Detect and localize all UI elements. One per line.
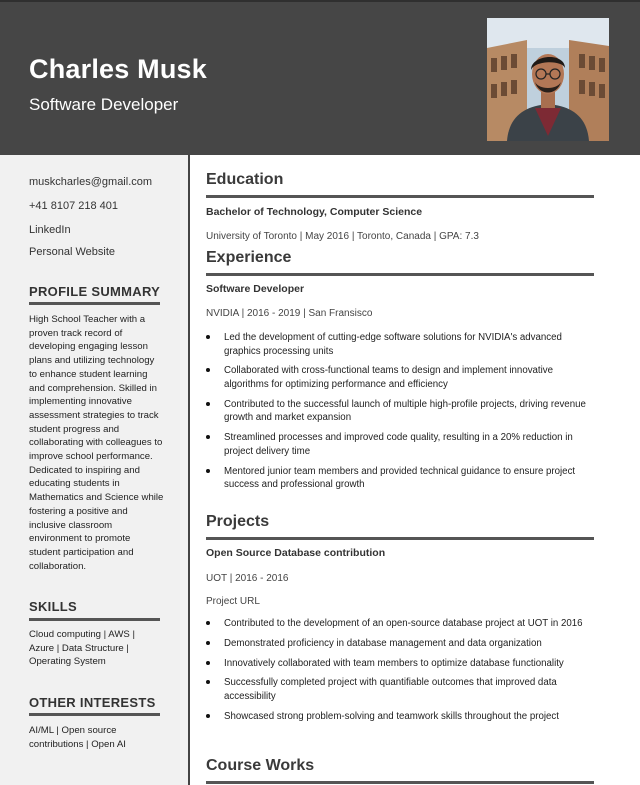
education-heading: Education: [206, 171, 284, 188]
resume-header: [0, 0, 640, 155]
candidate-name: Charles Musk: [29, 54, 207, 84]
project-bullet: Demonstrated proficiency in database management and data organization: [206, 637, 586, 651]
experience-divider: [206, 273, 594, 276]
courseworks-divider: [206, 781, 594, 784]
experience-bullet: Contributed to the successful launch of multiple high-profile projects, driving revenue growth and market expansion: [206, 398, 586, 425]
skills-divider: [29, 618, 160, 621]
education-divider: [206, 195, 594, 198]
project-url[interactable]: Project URL: [206, 596, 260, 607]
education-degree: Bachelor of Technology, Computer Science: [206, 206, 423, 218]
project-bullet: Innovatively collaborated with team members to optimize database functionality: [206, 657, 586, 671]
project-name: Open Source Database contribution: [206, 547, 386, 559]
projects-divider: [206, 537, 594, 540]
education-details: University of Toronto | May 2016 | Toronto, Canada | GPA: 7.3: [206, 231, 479, 242]
profile-summary-heading: PROFILE SUMMARY: [29, 284, 161, 299]
experience-bullet: Streamlined processes and improved code quality, resulting in a 20% reduction in project delivery time: [206, 431, 586, 458]
interests-heading: OTHER INTERESTS: [29, 695, 156, 710]
sidebar: [0, 155, 190, 785]
experience-role: Software Developer: [206, 283, 305, 295]
courseworks-heading: Course Works: [206, 757, 315, 774]
profile-summary-divider: [29, 302, 160, 305]
profile-summary-text: High School Teacher with a proven track record of developing engaging lesson plans and utilizing technology to enhance student learning and comprehension. Skilled in implementing innovative assessment strategies to track student progress and collaborating with colleagues to improve school performance. Dedicated to inspiring and educating students in Mathematics and Science while fostering a positive and inclusive classroom environment to promote student participation and collaboration.: [29, 314, 164, 572]
skills-heading: SKILLS: [29, 599, 78, 614]
experience-heading: Experience: [206, 249, 292, 266]
interests-text: AI/ML | Open source contributions | Open AI: [29, 725, 126, 750]
project-details: UOT | 2016 - 2016: [206, 573, 289, 584]
candidate-title: Software Developer: [29, 95, 179, 114]
skills-text: Cloud computing | AWS | Azure | Data Structure | Operating System: [29, 629, 135, 668]
projects-heading: Projects: [206, 513, 270, 530]
contact-website[interactable]: Personal Website: [29, 246, 116, 258]
experience-bullet: Mentored junior team members and provided technical guidance to ensure project success and professional growth: [206, 465, 586, 492]
project-bullet: Showcased strong problem-solving and teamwork skills throughout the project: [206, 710, 586, 724]
contact-email[interactable]: muskcharles@gmail.com: [29, 176, 153, 188]
project-bullet: Contributed to the development of an open-source database project at UOT in 2016: [206, 617, 586, 631]
experience-details: NVIDIA | 2016 - 2019 | San Fransisco: [206, 308, 373, 319]
contact-phone: +41 8107 218 401: [29, 200, 119, 212]
contact-linkedin[interactable]: LinkedIn: [29, 224, 71, 236]
experience-bullet: Collaborated with cross-functional teams to design and implement innovative algorithms for optimizing performance and efficiency: [206, 364, 586, 391]
experience-bullets: [206, 331, 586, 498]
project-bullet: Successfully completed project with quantifiable outcomes that improved data accessibility: [206, 676, 586, 703]
interests-divider: [29, 713, 160, 716]
profile-photo: [487, 18, 609, 141]
experience-bullet: Led the development of cutting-edge software solutions for NVIDIA's advanced graphics processing units: [206, 331, 586, 358]
project-bullets: [206, 617, 586, 730]
